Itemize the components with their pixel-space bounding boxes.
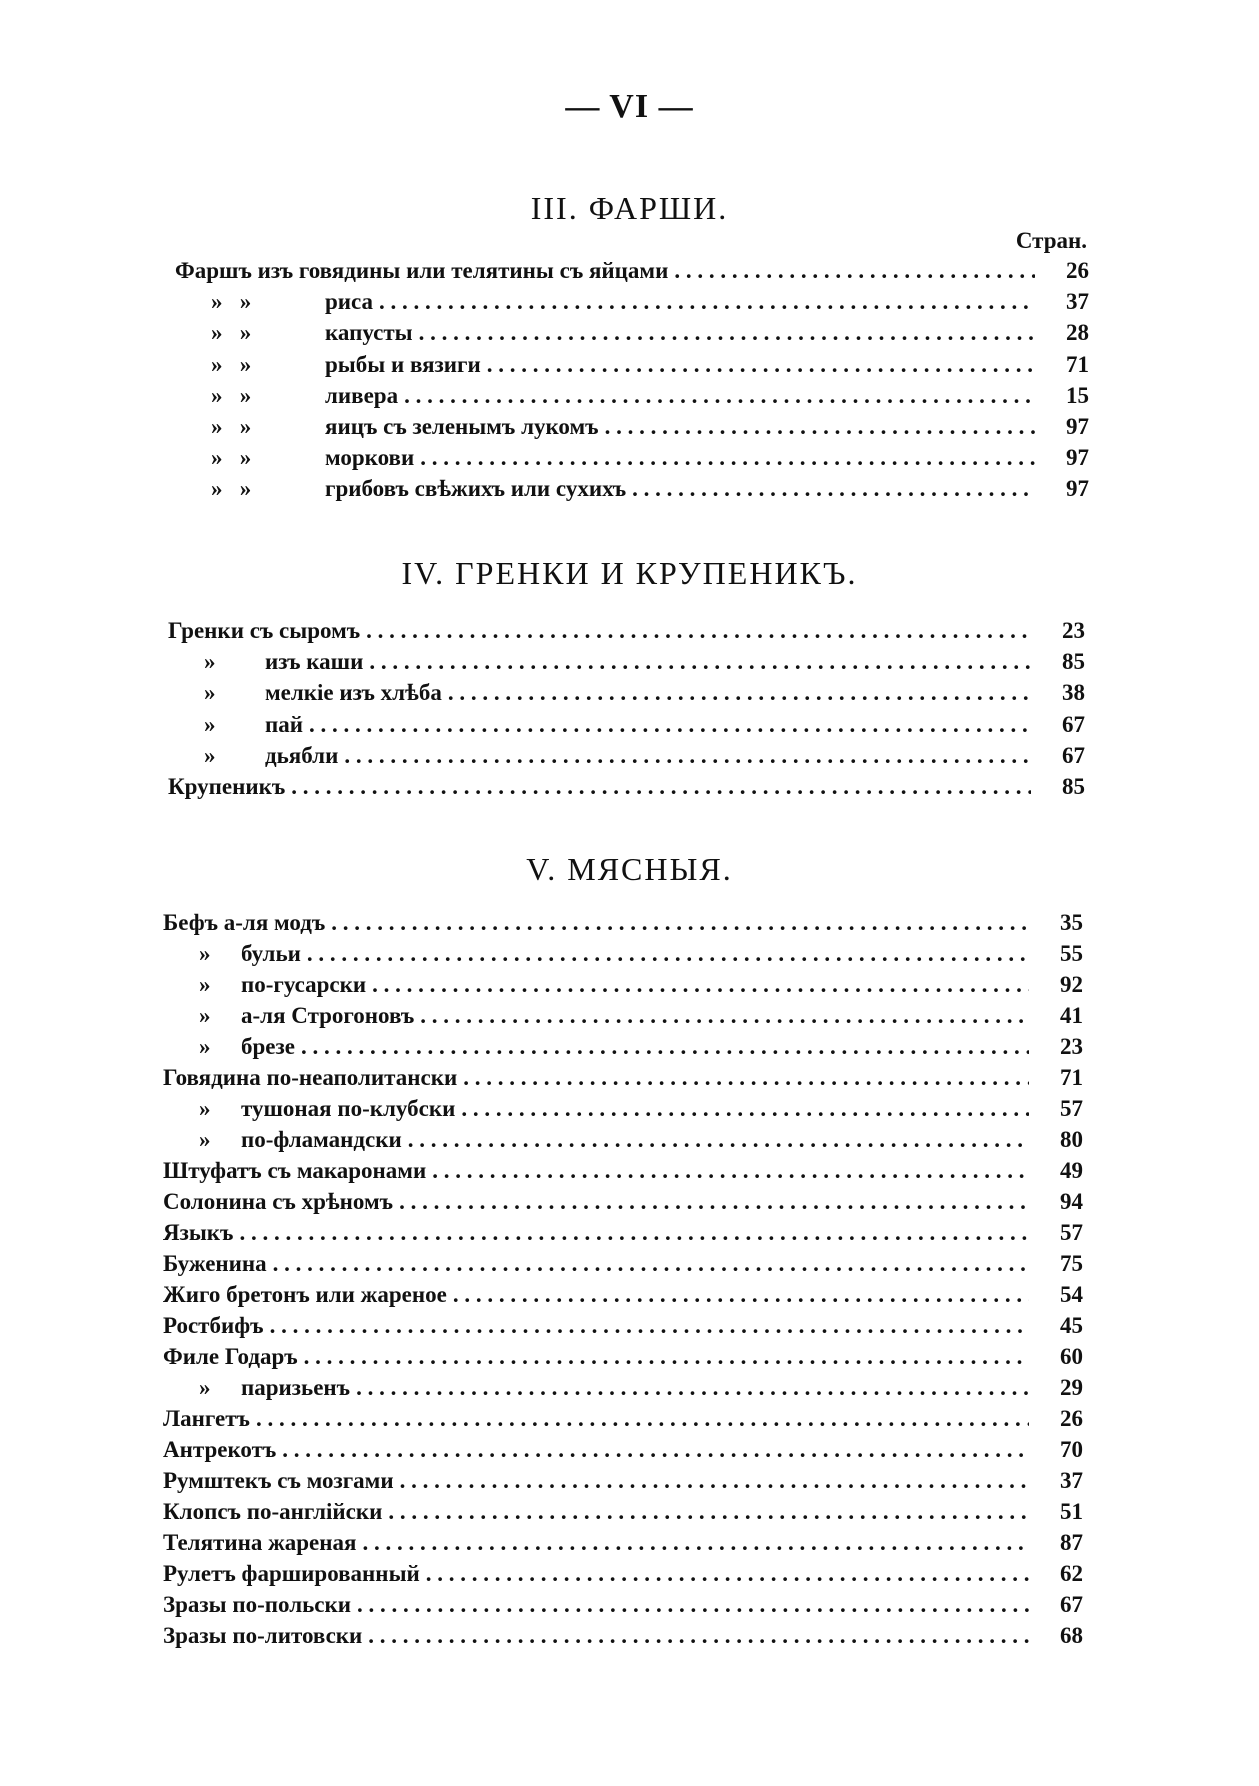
toc-entry (163, 1065, 1083, 1096)
page-number: 94 (1060, 1189, 1083, 1214)
toc-entry (163, 1344, 1083, 1375)
dot-leader (420, 445, 1035, 471)
dot-leader (420, 1003, 1029, 1029)
entry-title: Лангетъ (163, 1406, 250, 1431)
toc-entry (163, 1499, 1083, 1530)
ditto-mark: » » (211, 414, 252, 439)
entry-title: паризьенъ (241, 1375, 351, 1400)
page-number: 51 (1060, 1499, 1083, 1524)
entry-title: Солонина съ хрѣномъ (163, 1189, 394, 1214)
page-number: 67 (1062, 742, 1085, 768)
ditto-mark: » » (211, 476, 252, 502)
dot-leader (256, 1406, 1029, 1432)
entry-title: Телятина жареная (163, 1530, 357, 1555)
toc-entry (163, 1530, 1083, 1561)
entry-title: тушоная по-клубски (241, 1096, 456, 1121)
section-title-myasnyya: V. МЯСНЫЯ. (526, 851, 733, 887)
dot-leader (461, 1096, 1029, 1122)
dot-leader (487, 352, 1035, 378)
toc-entry (175, 258, 1089, 289)
page-number: 87 (1060, 1530, 1083, 1555)
dot-leader (605, 414, 1035, 440)
page-number: 26 (1066, 258, 1089, 283)
dot-leader (270, 1313, 1029, 1339)
toc-entry (163, 1034, 1083, 1065)
toc-entry (163, 1468, 1083, 1499)
page-number: 62 (1060, 1561, 1083, 1586)
page-number: 45 (1060, 1313, 1083, 1338)
ditto-mark: » » (211, 382, 252, 408)
toc-entry (168, 743, 1085, 774)
ditto-mark: » (204, 680, 216, 706)
entry-title: Клопсъ по-англійски (163, 1499, 383, 1524)
toc-entry (175, 320, 1089, 351)
toc-entry (163, 941, 1083, 972)
page-number: 23 (1062, 618, 1085, 643)
toc-entry (163, 1406, 1083, 1437)
dot-leader (404, 383, 1035, 409)
page-number: 60 (1060, 1344, 1083, 1369)
page-number: 75 (1060, 1251, 1083, 1276)
entry-title: по-гусарски (241, 972, 367, 997)
toc-entry (163, 1437, 1083, 1468)
dot-leader (426, 1561, 1029, 1587)
dot-leader (307, 941, 1029, 967)
entry-title: по-фламандски (241, 1127, 402, 1152)
entry-title: Жиго бретонъ или жареное (163, 1282, 447, 1307)
page-number: 35 (1060, 910, 1083, 935)
entry-title: изъ каши (265, 649, 364, 675)
toc-entry (168, 618, 1085, 649)
entry-title: рыбы и вязиги (325, 351, 481, 377)
toc-entry (163, 1375, 1083, 1406)
entry-title: Ростбифъ (163, 1313, 264, 1338)
ditto-mark: » » (211, 351, 252, 377)
dot-leader (388, 1499, 1029, 1525)
entry-title: брезе (241, 1034, 295, 1059)
dot-leader (356, 1375, 1029, 1401)
ditto-mark: » » (211, 445, 252, 471)
page-number: 80 (1060, 1127, 1083, 1152)
dot-leader (291, 774, 1031, 800)
page-number: 85 (1062, 649, 1085, 675)
page-number: 29 (1060, 1375, 1083, 1400)
entry-title: дьябли (265, 742, 339, 768)
toc-entry (163, 1623, 1083, 1654)
entry-title: Антрекотъ (163, 1437, 277, 1462)
dot-leader (239, 1220, 1029, 1246)
dot-leader (309, 712, 1031, 738)
entry-title: яицъ съ зеленымъ лукомъ (325, 414, 599, 439)
dot-leader (368, 1623, 1029, 1649)
dot-leader (331, 910, 1029, 936)
dot-leader (419, 320, 1035, 346)
entry-title: пай (265, 711, 304, 737)
ditto-mark: » (199, 972, 211, 997)
page-number: 85 (1062, 774, 1085, 799)
entry-title: Буженина (163, 1251, 267, 1276)
toc-entry (163, 1127, 1083, 1158)
dot-leader (282, 1437, 1029, 1463)
page-number: 41 (1060, 1003, 1083, 1028)
ditto-mark: » (199, 1375, 211, 1400)
dot-leader (369, 649, 1031, 675)
dot-leader (674, 258, 1035, 284)
toc-entry (168, 680, 1085, 711)
toc-entry (175, 414, 1089, 445)
dot-leader (632, 476, 1035, 502)
ditto-mark: » (199, 1096, 211, 1121)
dot-leader (399, 1189, 1029, 1215)
entry-title: а-ля Строгоновъ (241, 1003, 415, 1028)
entry-title: Рулетъ фаршированный (163, 1561, 420, 1586)
ditto-mark: » (199, 1003, 211, 1028)
toc-entry (163, 1561, 1083, 1592)
entry-title: Языкъ (163, 1220, 234, 1245)
toc-entry (168, 712, 1085, 743)
page-number: 67 (1060, 1592, 1083, 1617)
toc-entry (163, 1220, 1083, 1251)
dot-leader (344, 743, 1031, 769)
toc-entry (175, 289, 1089, 320)
page-number: 67 (1062, 711, 1085, 737)
entry-title: моркови (325, 445, 415, 471)
toc-entry (163, 1003, 1083, 1034)
page-number: 26 (1060, 1406, 1083, 1431)
dot-leader (301, 1034, 1029, 1060)
dot-leader (453, 1282, 1029, 1308)
dot-leader (357, 1592, 1029, 1618)
ditto-mark: » (199, 1034, 211, 1059)
dot-leader (372, 972, 1029, 998)
toc-entry (163, 1313, 1083, 1344)
dot-leader (379, 289, 1035, 315)
page-number: 97 (1066, 445, 1089, 471)
ditto-mark: » » (211, 289, 252, 315)
page-number: 54 (1060, 1282, 1083, 1307)
entry-title: ливера (325, 382, 399, 408)
ditto-mark: » (204, 711, 216, 737)
page-number: 28 (1066, 320, 1089, 346)
page-number: 97 (1066, 476, 1089, 502)
page-number: 15 (1066, 382, 1089, 408)
toc-entry (175, 352, 1089, 383)
toc-entry (175, 476, 1089, 507)
page-number: 57 (1060, 1096, 1083, 1121)
page-column-header: Стран. (1015, 228, 1087, 253)
entry-title: риса (325, 289, 374, 315)
entry-title: Зразы по-литовски (163, 1623, 363, 1648)
entry-title: Бефъ а-ля модъ (163, 910, 326, 935)
page-number: 49 (1060, 1158, 1083, 1183)
toc-entry (175, 445, 1089, 476)
dot-leader (448, 680, 1031, 706)
toc-entry (163, 910, 1083, 941)
toc-entry (163, 1282, 1083, 1313)
entry-title: Гренки съ сыромъ (168, 618, 361, 643)
page-number: 37 (1060, 1468, 1083, 1493)
entry-title: Фаршъ изъ говядины или телятины съ яйцами (175, 258, 669, 283)
page-number: 70 (1060, 1437, 1083, 1462)
ditto-mark: » (199, 941, 211, 966)
entry-title: Румштекъ съ мозгами (163, 1468, 394, 1493)
entry-title: Филе Годаръ (163, 1344, 298, 1369)
toc-entry (163, 1096, 1083, 1127)
toc-entry (163, 1251, 1083, 1282)
toc-entry (163, 1189, 1083, 1220)
dot-leader (463, 1065, 1029, 1091)
page-number: 71 (1060, 1065, 1083, 1090)
entry-title: мелкіе изъ хлѣба (265, 680, 442, 706)
page-number: 37 (1066, 289, 1089, 315)
entry-title: Говядина по-неаполитански (163, 1065, 458, 1090)
page-number: 71 (1066, 351, 1089, 377)
dot-leader (304, 1344, 1029, 1370)
page-number: 55 (1060, 941, 1083, 966)
dot-leader (273, 1251, 1029, 1277)
entry-title: бульи (241, 941, 301, 966)
entry-title: Крупеникъ (168, 774, 286, 799)
entry-title: грибовъ свѣжихъ или сухихъ (325, 476, 627, 502)
section-title-grenki: IV. ГРЕНКИ И КРУПЕНИКЪ. (401, 555, 858, 591)
toc-entry (163, 1158, 1083, 1189)
toc-entry (168, 649, 1085, 680)
page-number: 38 (1062, 680, 1085, 706)
dot-leader (408, 1127, 1029, 1153)
section-title-farshi: III. ФАРШИ. (530, 190, 729, 226)
ditto-mark: » (199, 1127, 211, 1152)
dot-leader (362, 1530, 1029, 1556)
ditto-mark: » » (211, 320, 252, 346)
dot-leader (400, 1468, 1029, 1494)
page-folio: — VI — (565, 88, 694, 125)
toc-entry (175, 383, 1089, 414)
page-number: 57 (1060, 1220, 1083, 1245)
ditto-mark: » (204, 742, 216, 768)
dot-leader (366, 618, 1031, 644)
toc-entry (163, 1592, 1083, 1623)
ditto-mark: » (204, 649, 216, 675)
entry-title: Штуфатъ съ макаронами (163, 1158, 427, 1183)
dot-leader (432, 1158, 1029, 1184)
toc-entry (163, 972, 1083, 1003)
page-number: 92 (1060, 972, 1083, 997)
entry-title: капусты (325, 320, 413, 346)
entry-title: Зразы по-польски (163, 1592, 352, 1617)
page-number: 23 (1060, 1034, 1083, 1059)
page-number: 97 (1066, 414, 1089, 439)
page-number: 68 (1060, 1623, 1083, 1648)
toc-entry (168, 774, 1085, 805)
